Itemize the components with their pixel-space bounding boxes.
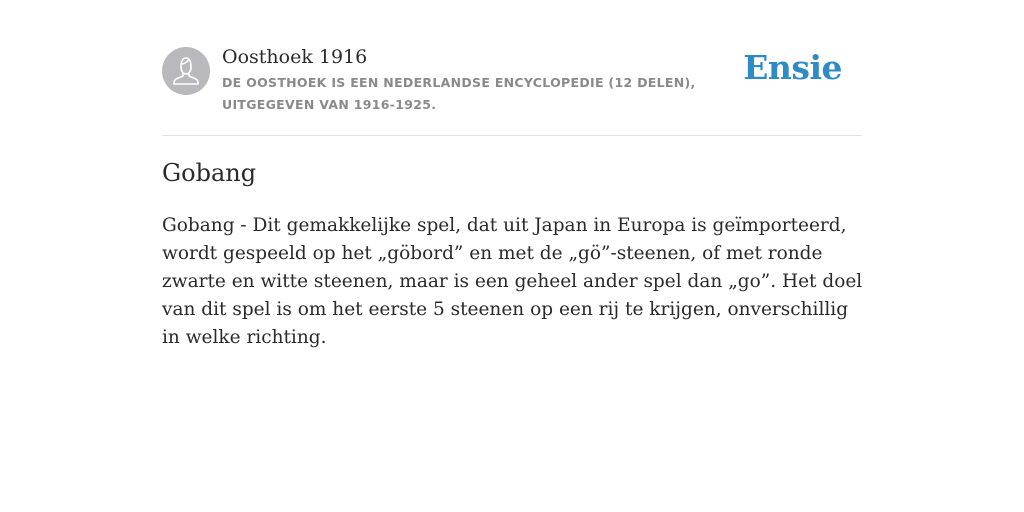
ensie-logo[interactable]: Ensie <box>743 48 842 87</box>
entry-title: Gobang <box>162 159 257 187</box>
entry-body: Gobang - Dit gemakkelijke spel, dat uit Japan in Europa is geïmporteerd, wordt gespeeld op het „göbord” en met de „gö”-steenen, of met ronde zwarte en witte steenen, maar is een geheel ander spel dan „go”. Het doel van dit spel is om het eerste 5 steenen op een rij te krijgen, onverschillig in welke richting. <box>162 215 863 348</box>
user-silhouette-icon <box>162 47 210 95</box>
avatar[interactable] <box>162 47 210 95</box>
source-name[interactable]: Oosthoek 1916 <box>222 46 368 68</box>
source-description: DE OOSTHOEK IS EEN NEDERLANDSE ENCYCLOPEDIE (12 DELEN), UITGEGEVEN VAN 1916-1925. <box>222 75 696 112</box>
source-header <box>162 44 862 136</box>
